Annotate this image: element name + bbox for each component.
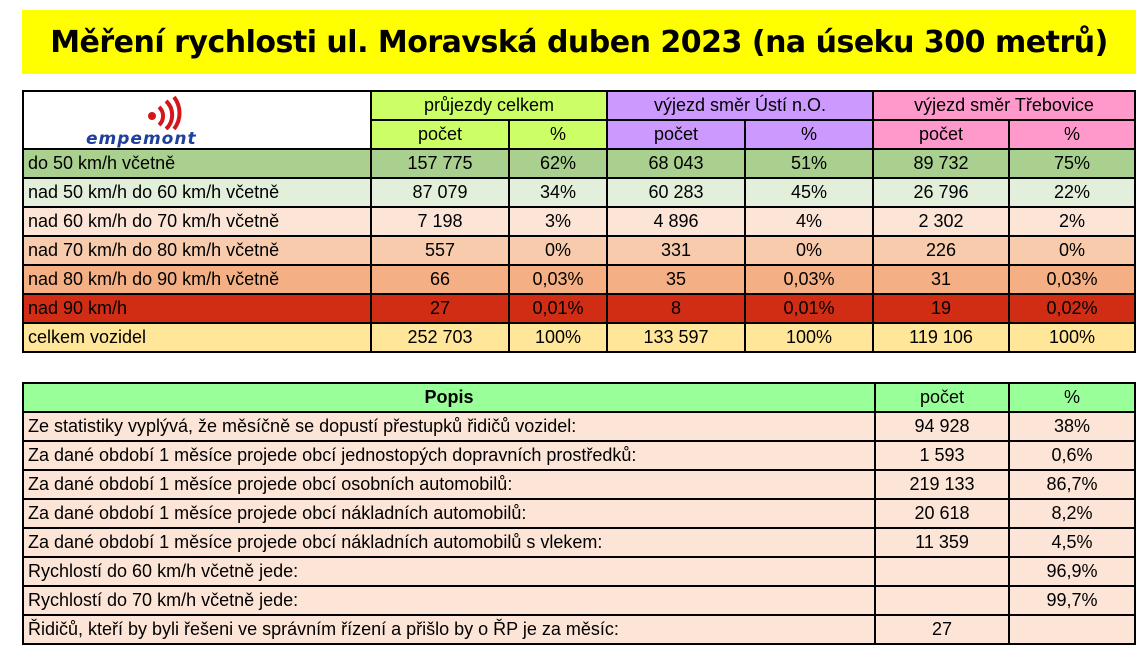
cell-pct: 96,9% <box>1009 557 1135 586</box>
cell-value: 4 896 <box>607 207 745 236</box>
group-header-usti: výjezd směr Ústí n.O. <box>607 91 873 120</box>
subheader-pct: % <box>745 120 873 149</box>
cell-count: 1 593 <box>875 441 1009 470</box>
cell-value: 75% <box>1009 149 1135 178</box>
cell-value: 3% <box>509 207 607 236</box>
logo-cell <box>23 91 371 149</box>
cell-count: 20 618 <box>875 499 1009 528</box>
cell-pct: 0,6% <box>1009 441 1135 470</box>
cell-pct: 38% <box>1009 412 1135 441</box>
table-row <box>23 265 1135 294</box>
row-label: Za dané období 1 měsíce projede obcí nákladních automobilů: <box>23 499 875 528</box>
cell-value: 0,02% <box>1009 294 1135 323</box>
popis-table <box>22 382 1136 645</box>
row-label: nad 70 km/h do 80 km/h včetně <box>23 236 371 265</box>
cell-value: 4% <box>745 207 873 236</box>
popis-header: Popis <box>23 383 875 412</box>
row-label: nad 80 km/h do 90 km/h včetně <box>23 265 371 294</box>
cell-value: 0% <box>1009 236 1135 265</box>
cell-value: 100% <box>509 323 607 352</box>
cell-count: 94 928 <box>875 412 1009 441</box>
row-label: celkem vozidel <box>23 323 371 352</box>
cell-value: 62% <box>509 149 607 178</box>
table-row <box>23 294 1135 323</box>
cell-pct: 86,7% <box>1009 470 1135 499</box>
popis-count-header: počet <box>875 383 1009 412</box>
cell-value: 0,03% <box>745 265 873 294</box>
cell-value: 0% <box>745 236 873 265</box>
speed-table <box>22 90 1136 353</box>
subheader-count: počet <box>607 120 745 149</box>
cell-value: 2 302 <box>873 207 1009 236</box>
cell-value: 133 597 <box>607 323 745 352</box>
table-row <box>23 178 1135 207</box>
cell-value: 0,01% <box>509 294 607 323</box>
cell-value: 252 703 <box>371 323 509 352</box>
cell-value: 35 <box>607 265 745 294</box>
table-row <box>23 412 1135 441</box>
cell-value: 157 775 <box>371 149 509 178</box>
table-row <box>23 615 1135 644</box>
cell-value: 226 <box>873 236 1009 265</box>
subheader-count: počet <box>873 120 1009 149</box>
group-header-trebovice: výjezd směr Třebovice <box>873 91 1135 120</box>
row-label: nad 50 km/h do 60 km/h včetně <box>23 178 371 207</box>
cell-value: 31 <box>873 265 1009 294</box>
group-header-total: průjezdy celkem <box>371 91 607 120</box>
table-row <box>23 470 1135 499</box>
cell-value: 0,01% <box>745 294 873 323</box>
cell-value: 68 043 <box>607 149 745 178</box>
table-row <box>23 557 1135 586</box>
cell-value: 26 796 <box>873 178 1009 207</box>
row-label: do 50 km/h včetně <box>23 149 371 178</box>
cell-count <box>875 586 1009 615</box>
cell-count: 11 359 <box>875 528 1009 557</box>
cell-value: 66 <box>371 265 509 294</box>
cell-value: 19 <box>873 294 1009 323</box>
cell-pct: 4,5% <box>1009 528 1135 557</box>
cell-value: 0% <box>509 236 607 265</box>
row-label: Za dané období 1 měsíce projede obcí osobních automobilů: <box>23 470 875 499</box>
subheader-pct: % <box>1009 120 1135 149</box>
cell-value: 100% <box>1009 323 1135 352</box>
cell-value: 331 <box>607 236 745 265</box>
cell-value: 8 <box>607 294 745 323</box>
table-row <box>23 236 1135 265</box>
table-row <box>23 586 1135 615</box>
row-label: Řidičů, kteří by byli řešeni ve správním řízení a přišlo by o ŘP je za měsíc: <box>23 615 875 644</box>
table-row <box>23 149 1135 178</box>
cell-value: 7 198 <box>371 207 509 236</box>
title-bar <box>22 10 1136 74</box>
row-label: Ze statistiky vyplývá, že měsíčně se dopustí přestupků řidičů vozidel: <box>23 412 875 441</box>
row-label: Za dané období 1 měsíce projede obcí nákladních automobilů s vlekem: <box>23 528 875 557</box>
cell-value: 119 106 <box>873 323 1009 352</box>
subheader-count: počet <box>371 120 509 149</box>
subheader-pct: % <box>509 120 607 149</box>
cell-value: 0,03% <box>509 265 607 294</box>
page-title: Měření rychlosti ul. Moravská duben 2023 (na úseku 300 metrů) <box>50 24 1108 60</box>
cell-count: 219 133 <box>875 470 1009 499</box>
cell-value: 51% <box>745 149 873 178</box>
row-label: Za dané období 1 měsíce projede obcí jednostopých dopravních prostředků: <box>23 441 875 470</box>
row-label: nad 60 km/h do 70 km/h včetně <box>23 207 371 236</box>
table-row <box>23 441 1135 470</box>
logo-brand-text: empemont <box>86 129 197 149</box>
cell-value: 34% <box>509 178 607 207</box>
cell-value: 2% <box>1009 207 1135 236</box>
cell-count <box>875 557 1009 586</box>
cell-value: 22% <box>1009 178 1135 207</box>
table-row <box>23 528 1135 557</box>
cell-value: 27 <box>371 294 509 323</box>
row-label: Rychlostí do 70 km/h včetně jede: <box>23 586 875 615</box>
signal-logo-icon <box>144 96 194 130</box>
cell-value: 100% <box>745 323 873 352</box>
company-logo <box>24 92 370 148</box>
table-row <box>23 323 1135 352</box>
row-label: nad 90 km/h <box>23 294 371 323</box>
cell-pct: 8,2% <box>1009 499 1135 528</box>
cell-count: 27 <box>875 615 1009 644</box>
cell-value: 45% <box>745 178 873 207</box>
cell-value: 60 283 <box>607 178 745 207</box>
cell-pct: 99,7% <box>1009 586 1135 615</box>
cell-value: 557 <box>371 236 509 265</box>
table-row <box>23 499 1135 528</box>
cell-value: 87 079 <box>371 178 509 207</box>
row-label: Rychlostí do 60 km/h včetně jede: <box>23 557 875 586</box>
popis-pct-header: % <box>1009 383 1135 412</box>
table-row <box>23 207 1135 236</box>
cell-pct <box>1009 615 1135 644</box>
cell-value: 0,03% <box>1009 265 1135 294</box>
cell-value: 89 732 <box>873 149 1009 178</box>
